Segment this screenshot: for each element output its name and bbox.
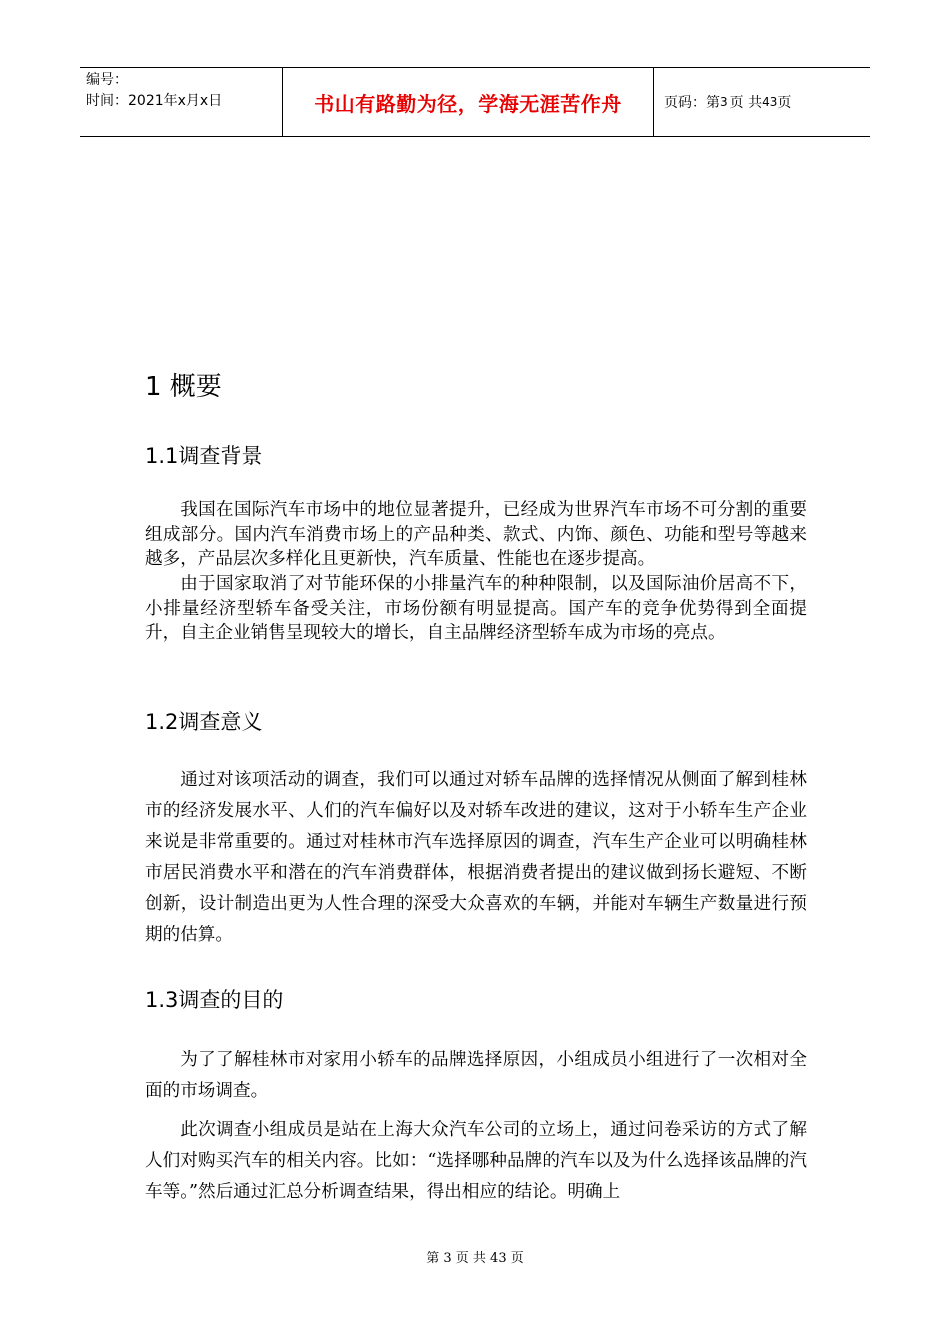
section-title-1-2: 1.2调查意义 <box>145 710 263 734</box>
paragraph: 通过对该项活动的调查，我们可以通过对轿车品牌的选择情况从侧面了解到桂林市的经济发展水平、人们的汽车偏好以及对轿车改进的建议，这对于小轿车生产企业来说是非常重要的。通过对桂林市汽车选择原因的调查，汽车生产企业可以明确桂林市居民消费水平和潜在的汽车消费群体，根据消费者提出的建议做到扬长避短、不断创新，设计制造出更为人性合理的深受大众喜欢的车辆，并能对车辆生产数量进行预期的估算。 <box>145 770 807 945</box>
page-label-mid: 页 共 <box>729 95 763 111</box>
document-header <box>80 67 870 137</box>
paragraph: 我国在国际汽车市场中的地位显著提升，已经成为世界汽车市场不可分割的重要组成部分。国内汽车消费市场上的产品种类、款式、内饰、颜色、功能和型号等越来越多，产品层次多样化且更新快，汽车质量、性能也在逐步提高。 <box>145 500 807 569</box>
paragraph: 为了了解桂林市对家用小轿车的品牌选择原因，小组成员小组进行了一次相对全面的市场调查。 <box>145 1050 807 1101</box>
page-total: 43 <box>762 95 778 109</box>
page-label-prefix: 页码：第 <box>664 95 720 111</box>
page-label-suffix: 页 <box>777 95 792 111</box>
header-number: 编号： <box>86 72 128 88</box>
page-current: 3 <box>720 95 728 109</box>
header-meta <box>80 68 282 136</box>
section-title-1-1: 1.1调查背景 <box>145 444 263 468</box>
header-date: 时间：2021年x月x日 <box>86 93 223 109</box>
page-footer: 第 3 页 共 43 页 <box>426 1251 524 1266</box>
paragraph: 由于国家取消了对节能环保的小排量汽车的种种限制，以及国际油价居高不下，小排量经济型轿车备受关注，市场份额有明显提高。国产车的竞争优势得到全面提升，自主企业销售呈现较大的增长，自主品牌经济型轿车成为市场的亮点。 <box>145 574 807 643</box>
paragraph: 此次调查小组成员是站在上海大众汽车公司的立场上，通过问卷采访的方式了解人们对购买汽车的相关内容。比如：“选择哪种品牌的汽车以及为什么选择该品牌的汽车等。”然后通过汇总分析调查结果，得出相应的结论。明确上 <box>145 1120 807 1202</box>
section-title-1: 1 概要 <box>145 372 222 402</box>
section-title-1-3: 1.3调查的目的 <box>145 988 284 1012</box>
header-page-info <box>654 68 870 136</box>
header-motto: 书山有路勤为径，学海无涯苦作舟 <box>282 68 654 136</box>
